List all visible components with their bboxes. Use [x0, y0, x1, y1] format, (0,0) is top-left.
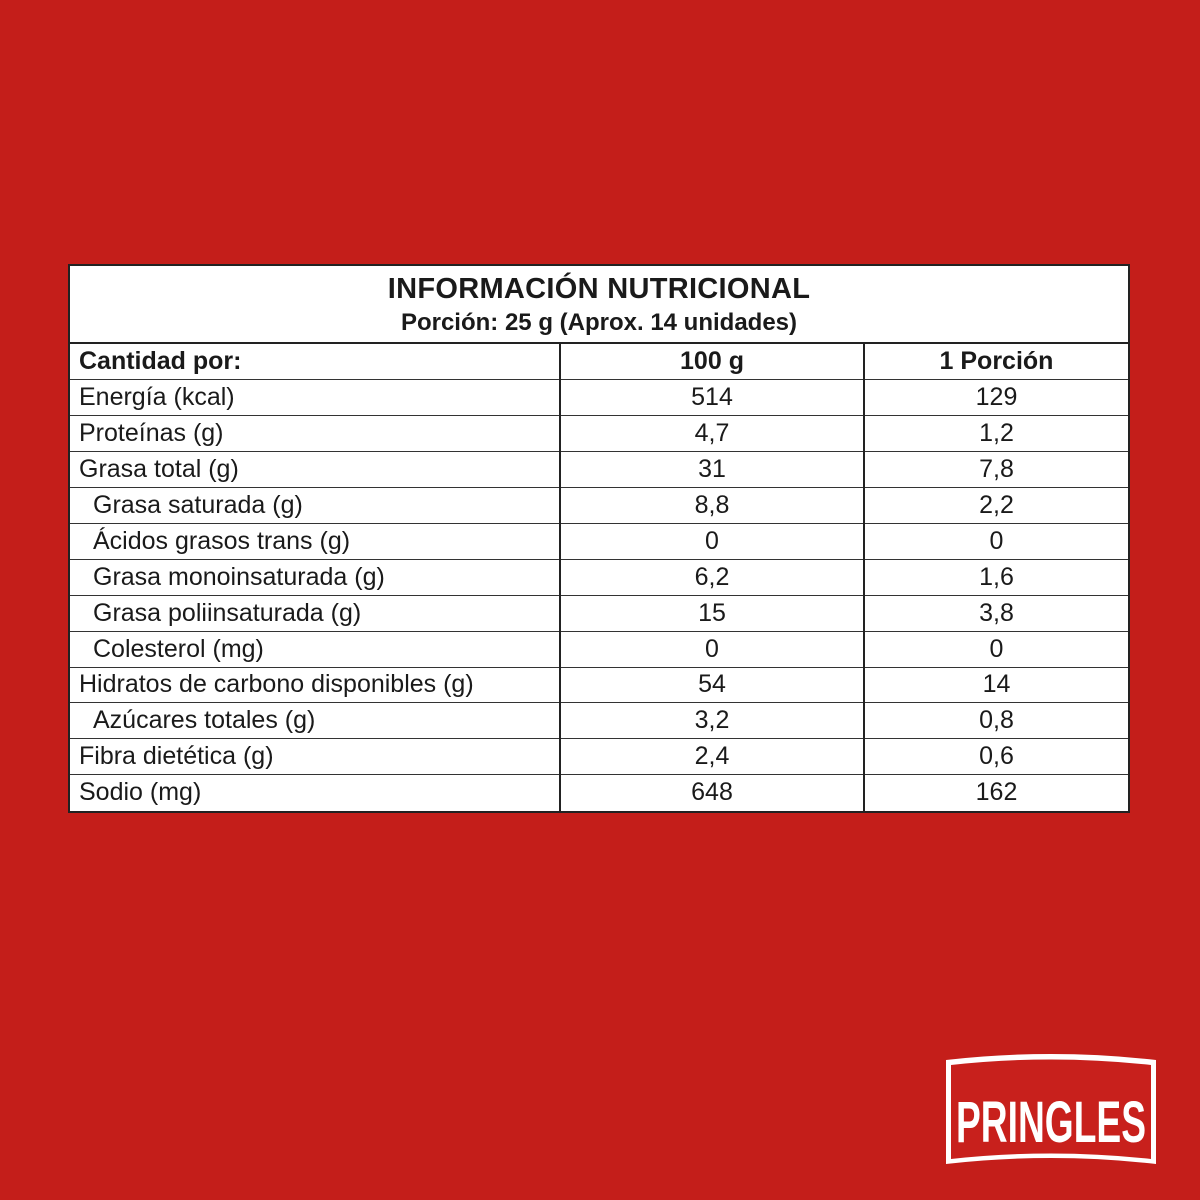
value-per-100g: 4,7: [560, 416, 864, 452]
value-per-portion: 162: [975, 778, 1018, 807]
value-per-portion: 0,8: [864, 703, 1128, 739]
table-row: [70, 595, 1128, 631]
header-per-100g: 100 g: [560, 344, 864, 380]
table-row: [70, 523, 1128, 559]
value-per-portion: 0: [864, 631, 1128, 667]
table-row: [70, 631, 1128, 667]
value-per-portion: 1,2: [864, 416, 1128, 452]
nutrition-facts-panel: [68, 264, 1130, 813]
logo-text: PRINGLES: [956, 1090, 1146, 1155]
value-per-100g: 15: [560, 595, 864, 631]
value-per-100g: 8,8: [560, 488, 864, 524]
value-per-100g: 3,2: [560, 703, 864, 739]
value-per-portion: 0,6: [864, 739, 1128, 775]
nutrient-label: Azúcares totales (g): [70, 703, 560, 739]
value-per-100g: 6,2: [560, 559, 864, 595]
table-row: [70, 488, 1128, 524]
value-per-100g: 648: [560, 775, 864, 811]
serving-size: Porción: 25 g (Aprox. 14 unidades): [400, 309, 798, 336]
value-per-portion: 2,2: [864, 488, 1128, 524]
value-per-100g: 0: [560, 523, 864, 559]
value-per-100g: 0: [560, 631, 864, 667]
value-per-portion: 3,8: [864, 595, 1128, 631]
pringles-logo: [944, 1052, 1158, 1172]
nutrient-label: Grasa poliinsaturada (g): [70, 595, 560, 631]
panel-title: INFORMACIÓN NUTRICIONAL: [387, 273, 811, 305]
value-per-portion: 1,6: [864, 559, 1128, 595]
table-row: [70, 380, 1128, 416]
value-per-100g: 31: [560, 452, 864, 488]
value-per-100g: 54: [560, 667, 864, 703]
nutrient-label: Hidratos de carbono disponibles (g): [70, 667, 560, 703]
nutrient-label: Proteínas (g): [70, 416, 560, 452]
nutrient-label: Grasa total (g): [70, 452, 560, 488]
nutrient-label: Sodio (mg): [70, 775, 560, 811]
table-row: [70, 739, 1128, 775]
nutrition-table: [70, 344, 1128, 811]
nutrient-label: Colesterol (mg): [70, 631, 560, 667]
nutrient-label: Ácidos grasos trans (g): [70, 523, 560, 559]
nutrient-label: Fibra dietética (g): [70, 739, 560, 775]
value-per-100g: 514: [560, 380, 864, 416]
header-label: Cantidad por:: [70, 344, 560, 380]
pringles-logo-graphic: [944, 1052, 1158, 1172]
table-row: [70, 416, 1128, 452]
nutrient-label: Grasa saturada (g): [70, 488, 560, 524]
table-row: [70, 452, 1128, 488]
table-row: [70, 703, 1128, 739]
panel-header: [70, 266, 1128, 344]
value-per-portion: 129: [864, 380, 1128, 416]
table-row: [70, 775, 1128, 811]
table-row: [70, 667, 1128, 703]
value-per-100g: 2,4: [560, 739, 864, 775]
value-per-portion: 14: [864, 667, 1128, 703]
value-per-portion: 0: [864, 523, 1128, 559]
table-row: [70, 559, 1128, 595]
nutrient-label: Grasa monoinsaturada (g): [70, 559, 560, 595]
value-per-portion: 7,8: [864, 452, 1128, 488]
header-per-portion: 1 Porción: [864, 344, 1128, 380]
table-header-row: [70, 344, 1128, 380]
nutrient-label: Energía (kcal): [70, 380, 560, 416]
